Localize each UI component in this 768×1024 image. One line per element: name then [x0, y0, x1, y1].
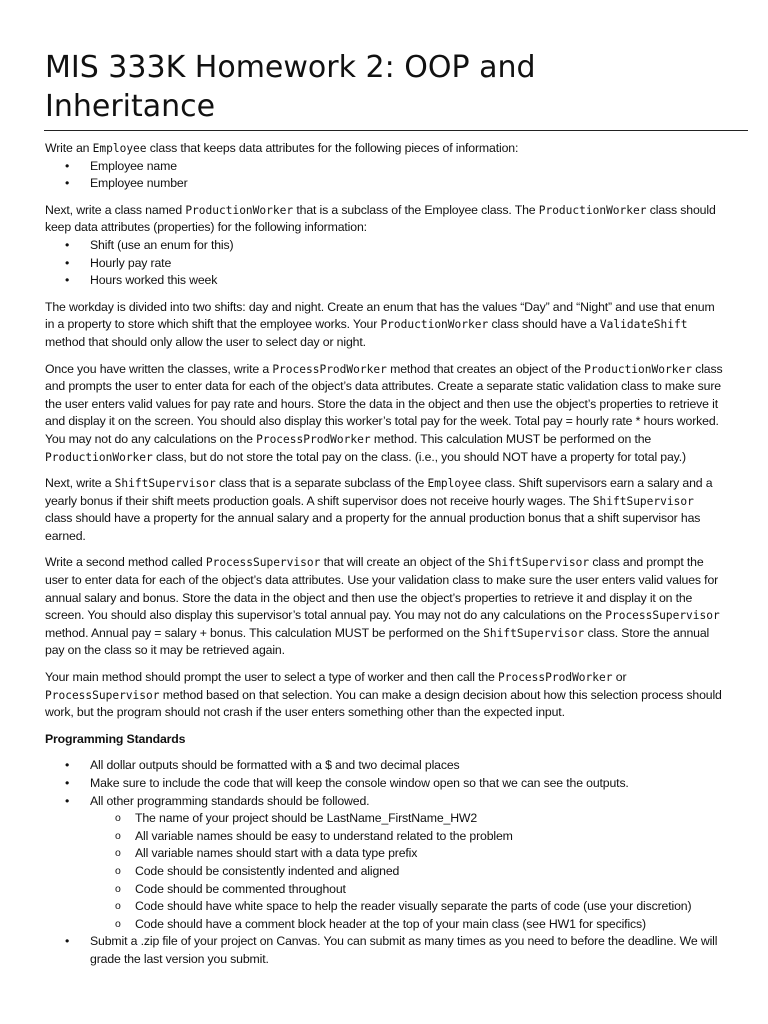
paragraph-shifts: The workday is divided into two shifts: day and night. Create an enum that has the values “Day” and “Night” and use that enum in a property to store which shift that the employee works. Your ProductionWorker class should have a ValidateShift method that should only allow the user to select day or night. [45, 299, 715, 349]
standards-list [45, 757, 723, 968]
sub-list-item: o The name of your project should be LastName_FirstName_HW2 [45, 810, 723, 828]
sub-list-item: o Code should be consistently indented and aligned [45, 863, 723, 881]
title-divider [44, 130, 748, 131]
standards-heading: Programming Standards [45, 731, 186, 746]
title-line-1: MIS 333K Homework 2: OOP and [45, 50, 536, 85]
list-item: • Hours worked this week [45, 272, 723, 290]
list-item: • Shift (use an enum for this) [45, 237, 723, 255]
list-item: • Employee name [45, 158, 723, 176]
list-item: • All dollar outputs should be formatted with a $ and two decimal places [45, 757, 723, 775]
employee-field-list [45, 158, 723, 193]
sub-list-item: o Code should have a comment block header at the top of your main class (see HW1 for specifics) [45, 916, 723, 934]
paragraph-production-worker: Next, write a class named ProductionWorker that is a subclass of the Employee class. The ProductionWorker class should keep data attributes (properties) for the following information: [45, 202, 716, 235]
list-item-submit: • Submit a .zip file of your project on Canvas. You can submit as many times as you need to before the deadline. We will grade the last version you submit. [45, 933, 723, 968]
sub-list-item: o All variable names should be easy to understand related to the problem [45, 828, 723, 846]
paragraph-process-prod-worker: Once you have written the classes, write a ProcessProdWorker method that creates an object of the ProductionWorker class and prompts the user to enter data for each of the object’s data attributes. Create a separate static validation class to make sure the user enters valid values for pay rate and hours. Store the data in the object and then use the object’s properties to retrieve it and display it on the screen. You should also display this worker’s total pay for the week. Total pay = hourly rate * hours worked. You may not do any calculations on the ProcessProdWorker method. This calculation MUST be performed on the ProductionWorker class, but do not store the total pay on the class. (i.e., you should NOT have a property for total pay.) [45, 361, 723, 464]
paragraph-employee-class: Write an Employee class that keeps data attributes for the following pieces of information: [45, 141, 519, 155]
list-item: • Make sure to include the code that will keep the console window open so that we can see the outputs. [45, 775, 723, 793]
worker-field-list [45, 237, 723, 290]
sub-list-item: o Code should have white space to help the reader visually separate the parts of code (use your discretion) [45, 898, 723, 916]
list-item: • Hourly pay rate [45, 255, 723, 273]
paragraph-process-supervisor: Write a second method called ProcessSupervisor that will create an object of the ShiftSupervisor class and prompt the user to enter data for each of the object’s data attributes. Use your validation class to make sure the user enters valid values for annual salary and bonus. Store the data in the object and then use the object’s properties to retrieve it and display it on the screen. You should also display this supervisor’s total annual pay. You may not do any calculations on the ProcessSupervisor method. Annual pay = salary + bonus. This calculation MUST be performed on the ShiftSupervisor class. Store the annual pay on the class so it may be retrieved again. [45, 555, 720, 658]
page-title [45, 0, 723, 126]
sub-standards-list [45, 810, 723, 933]
sub-list-item: o All variable names should start with a data type prefix [45, 845, 723, 863]
list-item: • Employee number [45, 175, 723, 193]
sub-list-item: o Code should be commented throughout [45, 881, 723, 899]
paragraph-main-method: Your main method should prompt the user to select a type of worker and then call the ProcessProdWorker or ProcessSupervisor method based on that selection. You can make a design decision about how this selection process should work, but the program should not crash if the user enters something other than the expected input. [45, 670, 722, 720]
title-line-2: Inheritance [45, 89, 216, 124]
paragraph-shift-supervisor: Next, write a ShiftSupervisor class that is a separate subclass of the Employee class. Shift supervisors earn a salary and a yearly bonus if their shift meets production goals. A shift supervisor does not receive hourly wages. The ShiftSupervisor class should have a property for the annual salary and a property for the annual production bonus that a shift supervisor has earned. [45, 476, 713, 543]
list-item: • All other programming standards should be followed. o The name of your project should be LastName_FirstName_HW2 o All variable names should be easy to understand related to the problem o All variable names should start with a data type prefix o Code should be consistently indented and aligned o Code should be commented throughout o Code should have white space to help the reader visually separate the parts of code (use your discretion) o Code should have a comment block header at the top of your main class (see HW1 for specifics) [45, 793, 723, 934]
assignment-body [45, 140, 723, 969]
